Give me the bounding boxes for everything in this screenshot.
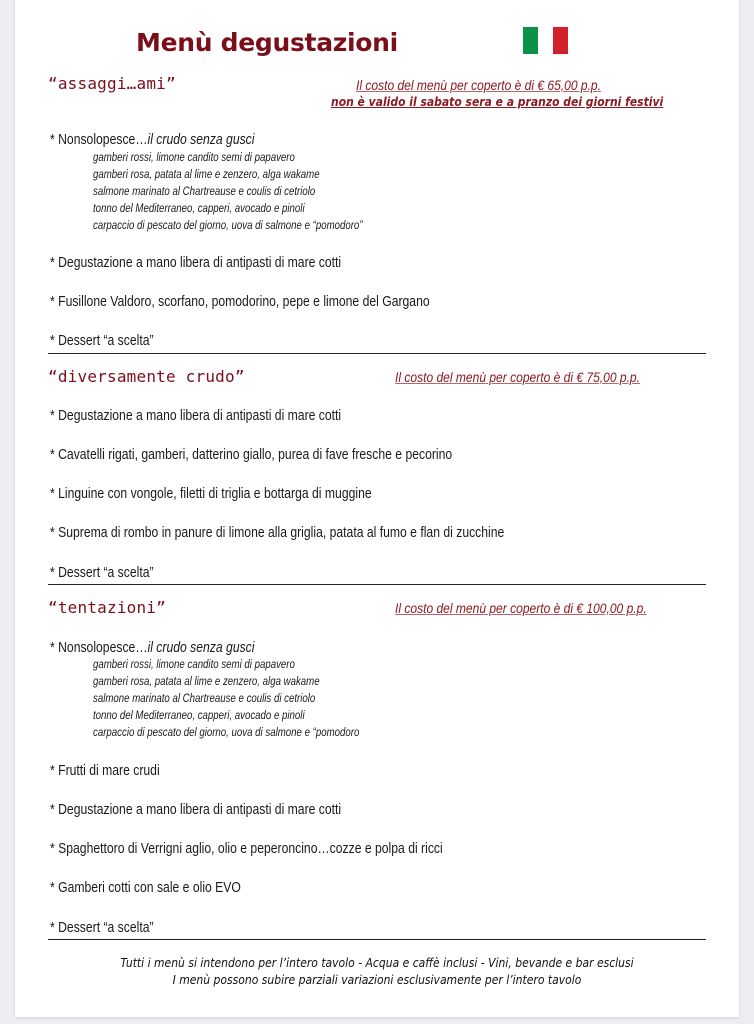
menu-price: Il costo del menù per coperto è di € 65,00 p.p. (356, 77, 601, 93)
course-item: * Degustazione a mano libera di antipasti di mare cotti (50, 255, 342, 271)
footer-note-2: I menù possono subire parziali variazioni esclusivamente per l’intero tavolo (172, 973, 582, 987)
course-item: * Gamberi cotti con sale e olio EVO (50, 880, 241, 896)
course-item: * Cavatelli rigati, gamberi, datterino giallo, purea di fave fresche e pecorino (50, 447, 453, 463)
course-item: * Spaghettoro di Verrigni aglio, olio e peperoncino…cozze e polpa di ricci (50, 841, 443, 857)
section-divider (48, 939, 706, 940)
footer-note-1: Tutti i menù si intendono per l’intero tavolo - Acqua e caffè inclusi - Vini, bevande e bar esclusi (120, 956, 634, 970)
menu-price: Il costo del menù per coperto è di € 75,00 p.p. (395, 369, 640, 385)
page-title: Menù degustazioni (136, 28, 398, 57)
detail-line: gamberi rossi, limone candito semi di papavero (93, 659, 295, 671)
course-item: * Linguine con vongole, filetti di triglia e bottarga di muggine (50, 486, 372, 502)
course-item: * Degustazione a mano libera di antipasti di mare cotti (50, 408, 342, 424)
course-item: * Dessert “a scelta” (50, 333, 154, 349)
menu-price: Il costo del menù per coperto è di € 100,00 p.p. (395, 600, 647, 616)
course-item (50, 132, 254, 148)
detail-line: gamberi rosa, patata al lime e zenzero, alga wakame (93, 676, 320, 688)
course-item: * Frutti di mare crudi (50, 763, 160, 779)
detail-line: salmone marinato al Chartreause e coulis di cetriolo (93, 186, 316, 198)
course-item: * Degustazione a mano libera di antipasti di mare cotti (50, 802, 342, 818)
detail-line: salmone marinato al Chartreause e coulis di cetriolo (93, 693, 316, 705)
detail-line: tonno del Mediterraneo, capperi, avocado e pinoli (93, 203, 305, 215)
course-item: * Fusillone Valdoro, scorfano, pomodorino, pepe e limone del Gargano (50, 294, 430, 310)
detail-line: gamberi rosa, patata al lime e zenzero, alga wakame (93, 169, 320, 181)
course-title: * Nonsolopesce… (50, 132, 148, 148)
course-title: * Nonsolopesce… (50, 640, 148, 656)
detail-line: gamberi rossi, limone candito semi di papavero (93, 152, 295, 164)
menu-name-assaggiami: “assaggi…ami” (48, 74, 176, 93)
italian-flag-icon (523, 27, 568, 54)
section-divider (48, 584, 706, 585)
section-divider (48, 353, 706, 354)
menu-name-diversamente-crudo: “diversamente crudo” (48, 367, 245, 386)
menu-note: non è valido il sabato sera e a pranzo dei giorni festivi (331, 95, 664, 109)
detail-line: carpaccio di pescato del giorno, uova di salmone e “pomodoro” (93, 220, 363, 232)
course-item: * Dessert “a scelta” (50, 920, 154, 936)
course-details (93, 150, 363, 235)
course-item: * Suprema di rombo in panure di limone alla griglia, patata al fumo e flan di zucchine (50, 525, 505, 541)
course-details (93, 657, 359, 742)
course-item: * Dessert “a scelta” (50, 565, 154, 581)
course-subtitle: il crudo senza gusci (147, 132, 255, 148)
menu-name-tentazioni: “tentazioni” (48, 598, 166, 617)
detail-line: tonno del Mediterraneo, capperi, avocado e pinoli (93, 710, 305, 722)
course-item (50, 640, 254, 656)
detail-line: carpaccio di pescato del giorno, uova di salmone e “pomodoro (93, 727, 360, 739)
course-subtitle: il crudo senza gusci (147, 640, 255, 656)
